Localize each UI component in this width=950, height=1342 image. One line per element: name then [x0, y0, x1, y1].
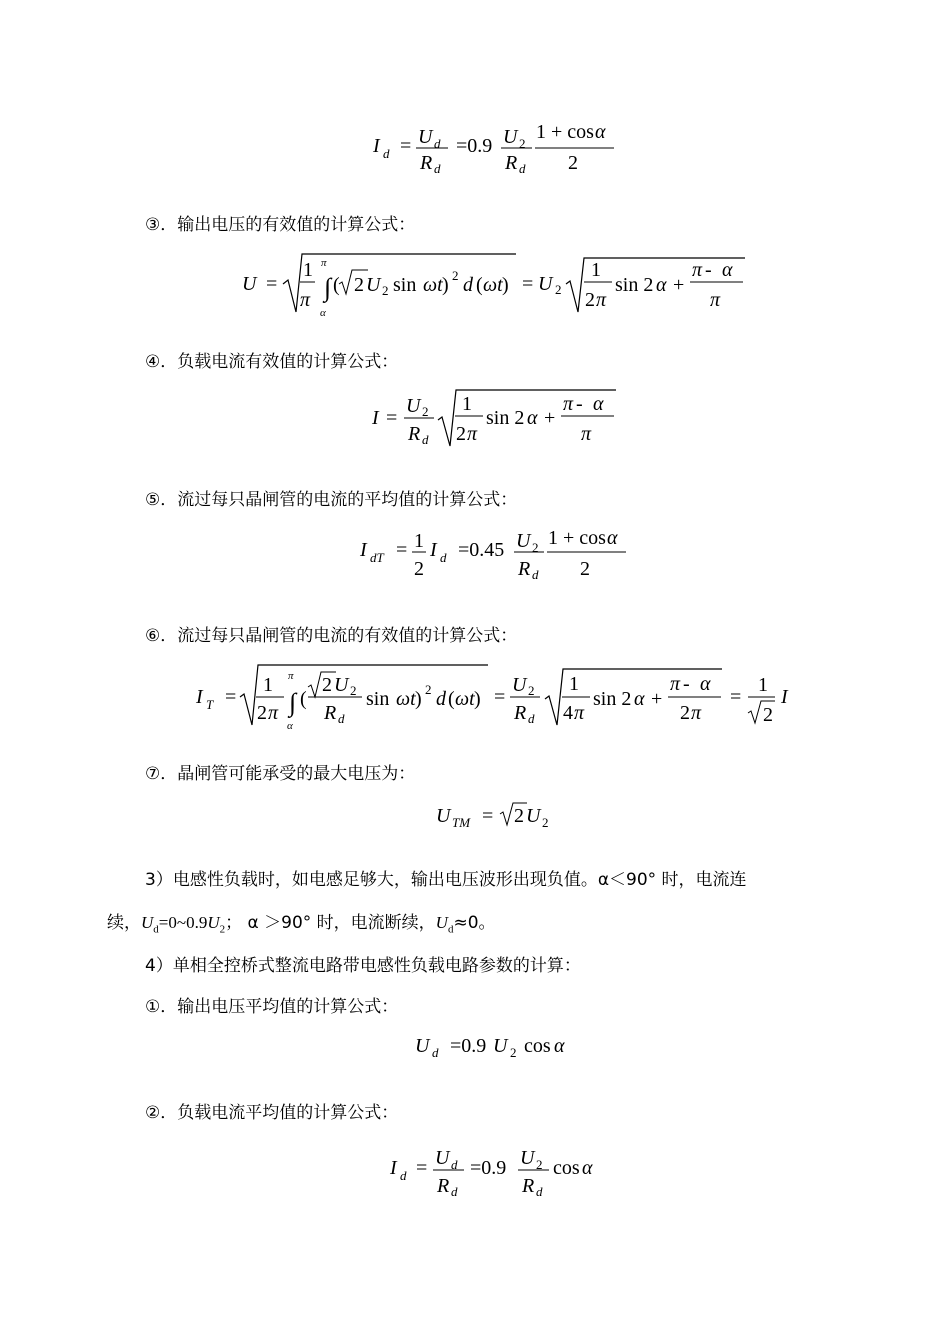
svg-text:=0.9: =0.9 [456, 135, 493, 157]
heading-i-rms: ④．负载电流有效值的计算公式： [145, 352, 399, 372]
svg-text:sin 2: sin 2 [486, 407, 525, 429]
svg-text:ωt: ωt [423, 274, 443, 296]
svg-text:2: 2 [519, 136, 526, 151]
svg-text:=0.9: =0.9 [450, 1035, 487, 1057]
section-4-heading: 4）单相全控桥式整流电路带电感性负载电路参数的计算： [145, 956, 581, 976]
svg-text:=: = [416, 1157, 428, 1179]
svg-text:π: π [670, 673, 681, 695]
equation-it [0, 657, 950, 737]
svg-text:R: R [408, 423, 421, 445]
svg-text:T: T [206, 697, 214, 712]
svg-text:α: α [320, 307, 326, 319]
svg-text:d: d [519, 161, 526, 176]
svg-text:=: = [522, 273, 534, 295]
svg-text:2: 2 [542, 815, 549, 830]
svg-text:π: π [574, 702, 585, 724]
svg-text:I: I [196, 686, 203, 708]
svg-text:=: = [730, 686, 742, 708]
svg-text:U: U [503, 126, 518, 148]
svg-text:dT: dT [370, 550, 384, 565]
svg-text:1: 1 [263, 674, 273, 696]
svg-text:d: d [338, 711, 345, 726]
svg-text:TM: TM [452, 815, 471, 830]
svg-text:d: d [400, 1168, 407, 1183]
svg-text:2: 2 [456, 423, 466, 445]
svg-text:1: 1 [303, 259, 313, 281]
svg-text:U: U [242, 273, 257, 295]
svg-text:R: R [420, 152, 433, 174]
svg-text:d: d [532, 567, 539, 582]
svg-text:π: π [710, 289, 721, 311]
equation-idt [0, 520, 950, 590]
svg-text:+: + [673, 274, 685, 296]
svg-text:-: - [705, 259, 712, 281]
svg-text:sin: sin [393, 274, 417, 296]
svg-text:cos: cos [524, 1035, 551, 1057]
svg-text:1: 1 [758, 674, 768, 696]
svg-text:ωt: ωt [483, 274, 503, 296]
svg-text:R: R [514, 702, 527, 724]
svg-text:α: α [700, 673, 711, 695]
svg-text:ωt: ωt [455, 688, 475, 710]
svg-text:=0.45: =0.45 [458, 539, 505, 561]
svg-text:π: π [321, 257, 327, 269]
equation-utm [0, 795, 950, 840]
svg-text:π: π [691, 702, 702, 724]
svg-text:cos: cos [553, 1157, 580, 1179]
svg-text:d: d [451, 1184, 458, 1199]
equation-i-rms [0, 382, 950, 454]
paragraph-3-line1: 3）电感性负载时，如电感足够大，输出电压波形出现负值。α＜90° 时，电流连 [145, 870, 747, 890]
svg-text:2: 2 [354, 274, 364, 296]
svg-text:+: + [544, 407, 556, 429]
svg-text:U: U [538, 273, 553, 295]
svg-text:π: π [300, 289, 311, 311]
svg-text:ωt: ωt [396, 688, 416, 710]
svg-text:(: ( [448, 688, 455, 710]
equation-ud-inductive [0, 1026, 950, 1071]
svg-text:π: π [596, 289, 607, 311]
svg-text:I: I [781, 686, 788, 708]
svg-text:2: 2 [350, 683, 357, 698]
svg-text:R: R [518, 558, 531, 580]
equation-u-rms [0, 246, 950, 326]
svg-text:=: = [396, 539, 408, 561]
svg-text:π: π [581, 423, 592, 445]
svg-text:R: R [324, 702, 337, 724]
svg-text:U: U [526, 805, 541, 827]
svg-text:α: α [527, 407, 538, 429]
svg-text:d: d [383, 146, 390, 161]
svg-text:): ) [442, 274, 449, 296]
svg-text:): ) [502, 274, 509, 296]
heading-idt: ⑤．流过每只晶闸管的电流的平均值的计算公式： [145, 490, 518, 510]
svg-text:π: π [692, 259, 703, 281]
svg-text:1: 1 [591, 259, 601, 281]
svg-text:U: U [493, 1035, 508, 1057]
svg-text:sin: sin [366, 688, 390, 710]
svg-text:=: = [266, 273, 278, 295]
svg-text:2: 2 [425, 682, 432, 697]
svg-text:α: α [554, 1035, 565, 1057]
svg-text:U: U [520, 1147, 535, 1169]
svg-text:2: 2 [452, 268, 459, 283]
heading-ud-inductive: ①．输出电压平均值的计算公式： [145, 997, 399, 1017]
svg-text:∫: ∫ [324, 273, 332, 302]
svg-text:): ) [474, 688, 481, 710]
svg-text:(: ( [300, 688, 307, 710]
svg-text:2: 2 [680, 702, 690, 724]
svg-text:U: U [406, 395, 421, 417]
svg-text:α: α [595, 121, 606, 143]
svg-text:=: = [494, 686, 506, 708]
svg-text:α: α [593, 393, 604, 415]
svg-text:π: π [563, 393, 574, 415]
svg-text:I: I [373, 135, 380, 157]
svg-text:2: 2 [257, 702, 267, 724]
svg-text:sin 2: sin 2 [615, 274, 654, 296]
svg-text:α: α [656, 274, 667, 296]
svg-text:d: d [451, 1157, 458, 1172]
svg-text:2: 2 [322, 674, 332, 696]
equation-id-resistive [0, 110, 950, 180]
svg-text:U: U [436, 805, 451, 827]
svg-text:U: U [415, 1035, 430, 1057]
svg-text:2: 2 [414, 558, 424, 580]
svg-text:R: R [505, 152, 518, 174]
svg-text:I: I [360, 539, 367, 561]
svg-text:R: R [437, 1175, 450, 1197]
svg-text:-: - [576, 393, 583, 415]
heading-id-inductive: ②．负载电流平均值的计算公式： [145, 1103, 399, 1123]
svg-text:I: I [430, 539, 437, 561]
svg-text:sin 2: sin 2 [593, 688, 632, 710]
svg-text:=: = [400, 135, 412, 157]
svg-text:=0.9: =0.9 [470, 1157, 507, 1179]
svg-text:2: 2 [422, 404, 429, 419]
heading-u-rms: ③．输出电压的有效值的计算公式： [145, 215, 416, 235]
svg-text:d: d [536, 1184, 543, 1199]
svg-text:d: d [436, 688, 446, 710]
svg-text:α: α [582, 1157, 593, 1179]
svg-text:π: π [467, 423, 478, 445]
svg-text:2: 2 [514, 805, 524, 827]
svg-text:4: 4 [563, 702, 573, 724]
svg-text:U: U [516, 530, 531, 552]
svg-text:U: U [512, 674, 527, 696]
svg-text:2: 2 [585, 289, 595, 311]
svg-text:α: α [634, 688, 645, 710]
svg-text:1 + cos: 1 + cos [536, 121, 594, 143]
svg-text:2: 2 [532, 540, 539, 555]
svg-text:π: π [288, 670, 294, 682]
svg-text:2: 2 [510, 1045, 517, 1060]
svg-text:2: 2 [555, 282, 562, 297]
svg-text:+: + [651, 688, 663, 710]
svg-text:): ) [415, 688, 422, 710]
svg-text:2: 2 [528, 683, 535, 698]
svg-text:d: d [440, 550, 447, 565]
svg-text:2: 2 [763, 704, 773, 726]
heading-utm: ⑦．晶闸管可能承受的最大电压为： [145, 764, 416, 784]
svg-text:I: I [372, 407, 379, 429]
svg-text:1: 1 [462, 393, 472, 415]
svg-text:d: d [434, 136, 441, 151]
svg-text:R: R [522, 1175, 535, 1197]
svg-text:U: U [366, 274, 381, 296]
svg-text:d: d [434, 161, 441, 176]
svg-text:d: d [463, 274, 473, 296]
svg-text:U: U [334, 674, 349, 696]
svg-text:d: d [528, 711, 535, 726]
svg-text:-: - [683, 673, 690, 695]
paragraph-3-line2: 续，$U_d=0\sim 0.9U_2$； α ＞90° 时，电流断续，$U_d\approx 0$。 [107, 913, 496, 936]
equation-id-inductive [0, 1136, 950, 1206]
svg-text:π: π [268, 702, 279, 724]
svg-text:(: ( [333, 274, 340, 296]
svg-text:d: d [422, 432, 429, 447]
svg-text:U: U [435, 1147, 450, 1169]
svg-text:=: = [386, 407, 398, 429]
svg-text:α: α [607, 527, 618, 549]
svg-text:∫: ∫ [289, 688, 297, 717]
svg-text:α: α [722, 259, 733, 281]
svg-text:U: U [418, 126, 433, 148]
svg-text:d: d [432, 1045, 439, 1060]
svg-text:1 + cos: 1 + cos [548, 527, 606, 549]
svg-text:I: I [390, 1157, 397, 1179]
svg-text:2: 2 [568, 152, 578, 174]
svg-text:α: α [287, 720, 293, 732]
heading-it: ⑥．流过每只晶闸管的电流的有效值的计算公式： [145, 626, 518, 646]
svg-text:2: 2 [536, 1157, 543, 1172]
svg-text:(: ( [476, 274, 483, 296]
svg-text:1: 1 [414, 530, 424, 552]
svg-text:2: 2 [580, 558, 590, 580]
svg-text:=: = [225, 686, 237, 708]
svg-text:=: = [482, 805, 494, 827]
svg-text:1: 1 [569, 673, 579, 695]
svg-text:2: 2 [382, 283, 389, 298]
